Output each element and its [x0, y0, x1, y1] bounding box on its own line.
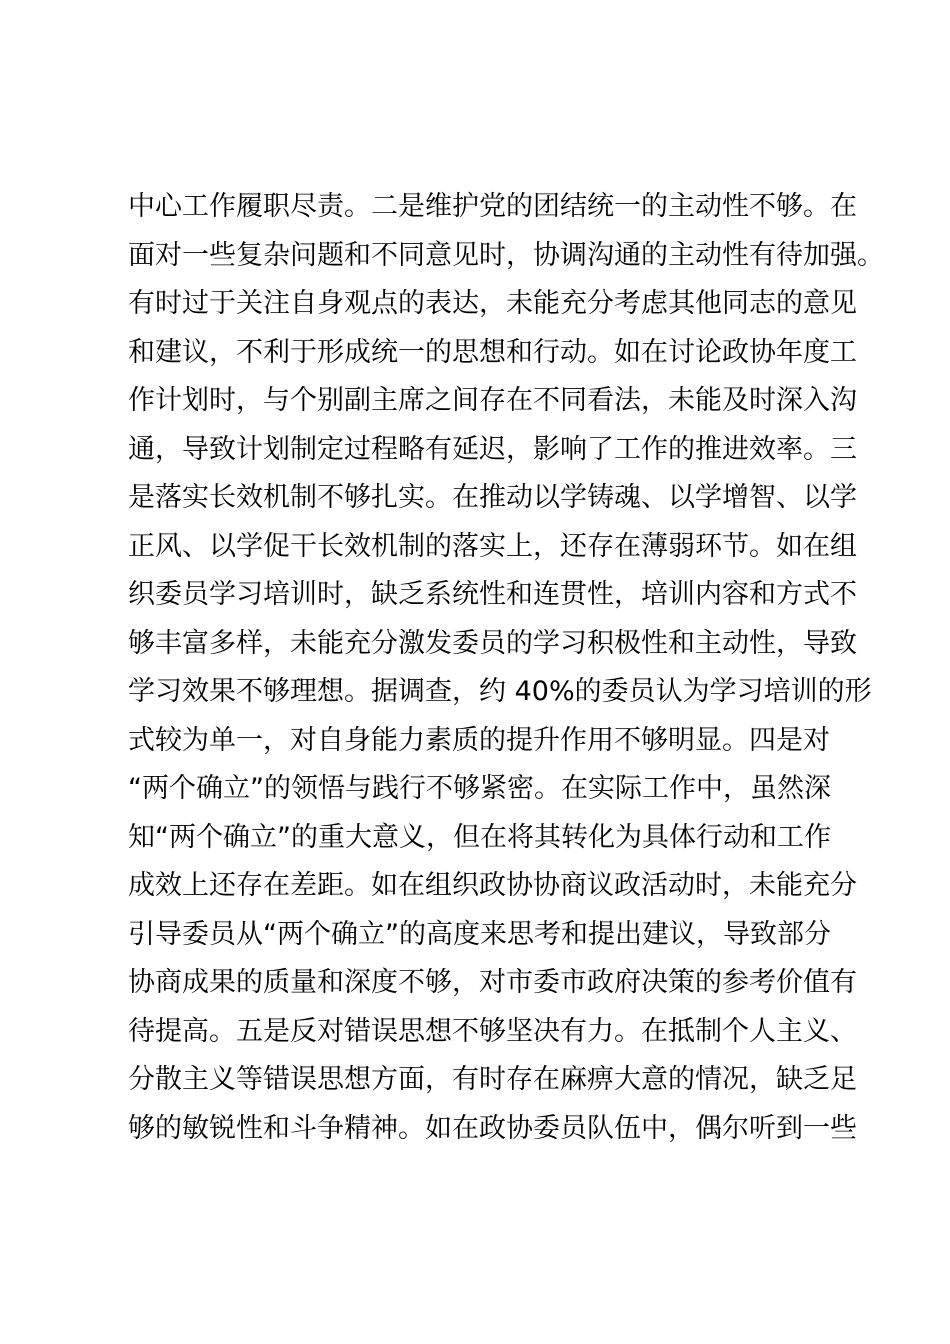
text-line: 有时过于关注自身观点的表达，未能充分考虑其他同志的意见 — [128, 288, 857, 319]
text-line: 待提高。五是反对错误思想不够坚决有力。在抵制个人主义、 — [128, 1015, 857, 1047]
text-line: 分散主义等错误思想方面，有时存在麻痹大意的情况，缺乏足 — [128, 1064, 857, 1095]
text-line: 织委员学习培训时，缺乏系统性和连贯性，培训内容和方式不 — [128, 579, 857, 610]
text-line: 知“两个确立”的重大意义，但在将其转化为具体行动和工作 — [128, 821, 831, 853]
text-line: 通，导致计划制定过程略有延迟，影响了工作的推进效率。三 — [128, 433, 857, 465]
text-line: 成效上还存在差距。如在组织政协协商议政活动时，未能充分 — [128, 870, 857, 901]
text-line: 中心工作履职尽责。二是维护党的团结统一的主动性不够。在 — [128, 191, 857, 222]
text-line: 够的敏锐性和斗争精神。如在政协委员队伍中，偶尔听到一些 — [128, 1112, 857, 1144]
body-text — [128, 183, 884, 1153]
text-line: “两个确立”的领悟与践行不够紧密。在实际工作中，虽然深 — [128, 773, 831, 804]
text-line: 够丰富多样，未能充分激发委员的学习积极性和主动性，导致 — [128, 627, 857, 659]
text-line: 是落实长效机制不够扎实。在推动以学铸魂、以学增智、以学 — [128, 482, 857, 513]
text-line: 作计划时，与个别副主席之间存在不同看法，未能及时深入沟 — [128, 385, 857, 416]
text-line: 和建议，不利于形成统一的思想和行动。如在讨论政协年度工 — [128, 336, 857, 368]
text-line: 引导委员从“两个确立”的高度来思考和提出建议，导致部分 — [128, 918, 831, 950]
text-line: 协商成果的质量和深度不够，对市委市政府决策的参考价值有 — [128, 967, 857, 998]
text-line: 式较为单一，对自身能力素质的提升作用不够明显。四是对 — [128, 724, 830, 756]
text-line: 正风、以学促干长效机制的落实上，还存在薄弱环节。如在组 — [128, 530, 857, 562]
text-line: 学习效果不够理想。据调查，约 40%的委员认为学习培训的形 — [128, 676, 872, 707]
text-line: 面对一些复杂问题和不同意见时，协调沟通的主动性有待加强。 — [128, 239, 884, 271]
